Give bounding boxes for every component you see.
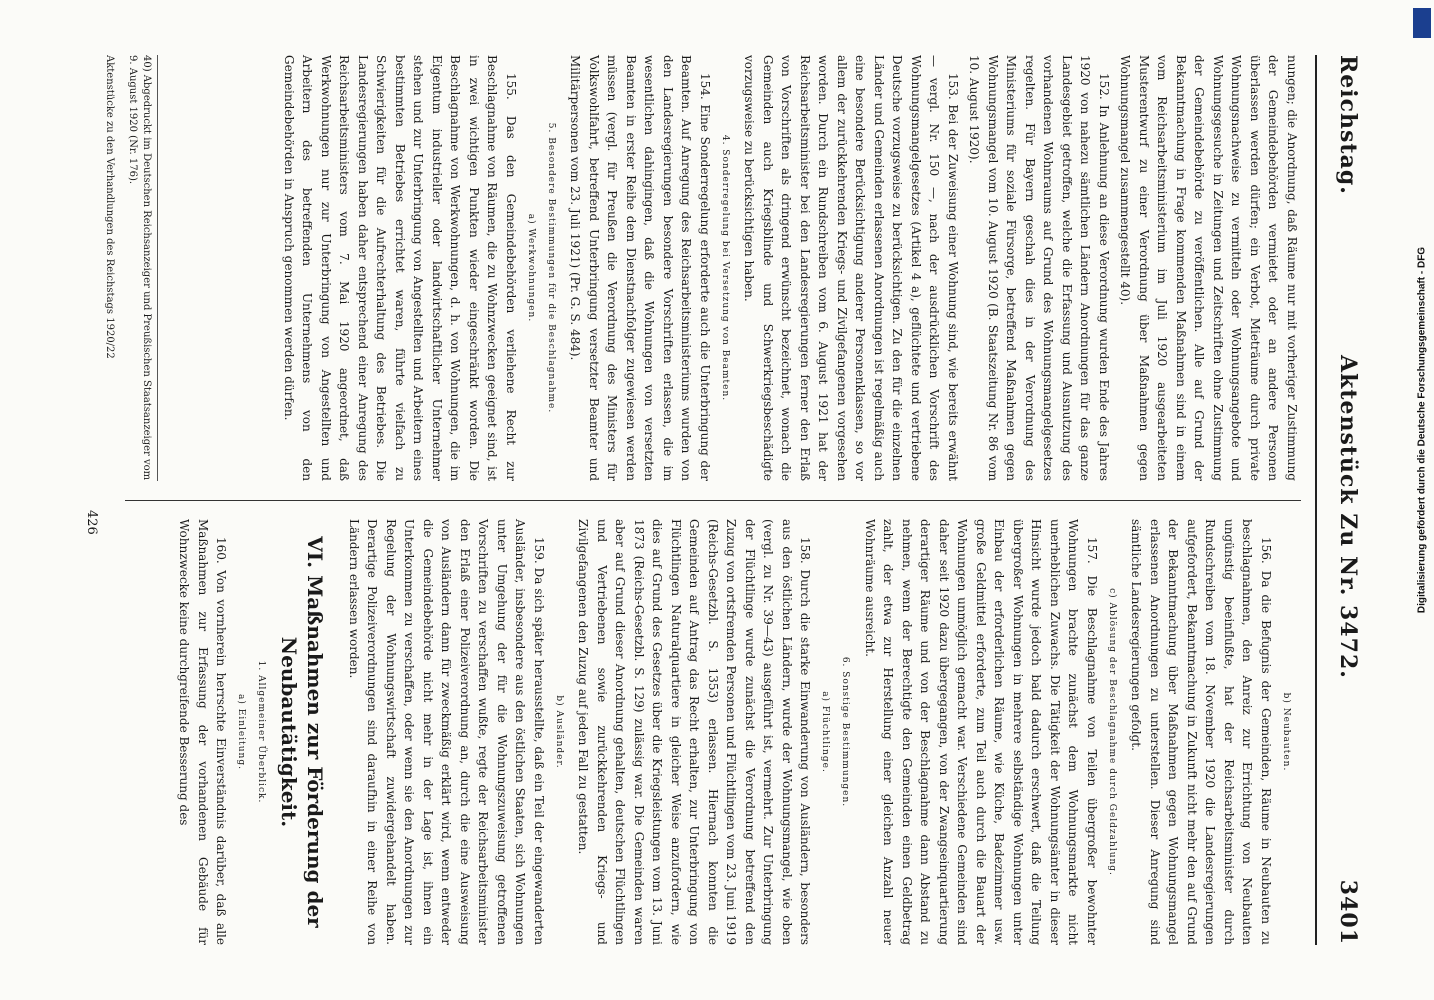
paragraph-154: 154. Eine Sonderregelung erforderte auch die Unterbringung der Beamten. Auf Anregung des Reichsarbeitsministeriums wurden von den Landesregierungen besondere Vorschriften erlassen, die im wesentlichen dahingingen, daß die Wohnungen von versetzten Beamten in erster Reihe dem Dienstnachfolger zugewiesen werden müssen (vergl. für Preußen die Verordnung des Ministers für Volkswohlfahrt, betreffend Unterbringung versetzter Beamter und Militärpersonen vom 23. Juli 1921) (Pr. G. S. 484). [568, 55, 712, 481]
subheading-werkwohnungen: a) Werkwohnungen. [526, 213, 536, 323]
header-title: Aktenstück Zu Nr. 3472. [1335, 355, 1361, 679]
dfg-logo-icon [1413, 8, 1431, 38]
heading-sonderregelung: 4. Sonderregelung bei Versetzung von Beamten. [720, 134, 730, 402]
text-columns [125, 55, 1301, 945]
subheading-neubauten: b) Neubauten. [1281, 692, 1291, 772]
rotated-document-sheet [47, 25, 1387, 975]
subheading-auslander: b) Ausländer. [554, 695, 564, 769]
column-divider [125, 500, 1301, 501]
right-column [125, 519, 1301, 945]
subheading-fluchtlinge: a) Flüchtlinge. [820, 691, 831, 773]
paragraph-continuation: nungen; die Anordnung, daß Räume nur mit vorheriger Zustimmung der Gemeindebehörden vermietet oder an andere Personen überlassen werden dürfen; ein Verbot, Mieträume durch private Wohnungsnachweise zu vermitteln oder Wohnungsangebote und Wohnungsgesuche in Zeitungen und Zeitschriften ohne Zustimmung der Gemeindebehörde zu veröffentlichen. Alle auf Grund der Bekanntmachung in Frage kommenden Maßnahmen sind in einem vom Reichsarbeitsministerium im Juli 1920 ausgearbeiteten Musterentwurf zu einer Verordnung über Maßnahmen gegen Wohnungsmangel zusammengestellt 40). [1118, 55, 1299, 481]
footnote [125, 55, 158, 481]
header-left: Reichstag. [1335, 55, 1361, 195]
signature-number: 426 [84, 510, 99, 535]
heading-beschlagnahme: 5. Besondere Bestimmungen für die Beschlagnahme. [546, 122, 556, 414]
series-title: Aktenstücke zu den Verhandlungen des Reichstags 1920/22 [104, 55, 115, 359]
subheading-uberblick: 1. Allgemeiner Überblick. [256, 660, 267, 804]
paragraph-157: 157. Die Beschlagnahme von Teilen übergroßer bewohnter Wohnungen brachte zunächst dem Wohnungsmarkte nicht unerheblichen Zuwachs. Die Tätigkeit der Wohnungsämter in dieser Hinsicht wurde jedoch bald dadurch erschwert, daß die Teilung übergroßer Wohnungen in mehrere selbständige Wohnungen unter Einbau der erforderlichen Räume, wie Küche, Badezimmer usw. große Geldmittel erforderte, zum Teil auch durch die Bauart der Wohnungen unmöglich gemacht war. Verschiedene Gemeinden sind daher seit 1920 dazu übergegangen, von der Zwangseinquartierung derartiger Räume und von der Beschlagnahme dann Abstand zu nehmen, wenn der Berechtigte den Gemeinden einen Geldbetrag zahlt, der etwa zur Herstellung einer gleichen Anzahl neuer Wohnräume ausreicht. [863, 519, 1099, 945]
paragraph-153: 153. Bei der Zuweisung einer Wohnung sind, wie bereits erwähnt — vergl. Nr. 150 —, nach der ausdrücklichen Vorschrift des Wohnungsmangelgesetzes (Artikel 4 a), geflüchtete und vertriebene Deutsche vorzugsweise zu berücksichtigen. Zu den für die einzelnen Länder und Gemeinden erlassenen Anordnungen ist regelmäßig auch eine besondere Berücksichtigung anderer Personenklassen, so vor allem der zurückkehrenden Kriegs- und Zivilgefangenen vorgesehen worden. Durch ein Rundschreiben vom 6. August 1921 hat der Reichsarbeitsminister bei den Landesregierungen ferner den Erlaß von Vorschriften als dringend erwünscht bezeichnet, wonach die Gemeinden auch Kriegsblinde und Schwerkriegsbeschädigte vorzugsweise zu berücksichtigen haben. [742, 55, 960, 481]
paragraph-159: 159. Da sich später herausstellte, daß ein Teil der eingewanderten Ausländer, insbesondere aus den östlichen Staaten, sich Wohnungen unter Umgehung der für die Wohnungszuweisung getroffenen Vorschriften zu verschaffen wußte, regte der Reichsarbeitsminister den Erlaß einer Polizeiverordnung an, durch die eine Ausweisung von Ausländern dann für zweckmäßig erklärt wird, wenn entweder die Gemeindebehörde nicht mehr in der Lage ist, ihnen ein Unterkommen zu verschaffen, oder wenn sie den Anordnungen zur Regelung der Wohnungswirtschaft zuwidergehandelt haben. Derartige Polizeiverordnungen sind daraufhin in einer Reihe von Ländern erlassen worden. [347, 519, 546, 945]
digitization-credit: Digitalisierung gefördert durch die Deutsche Forschungsgemeinschaft - DFG [1416, 246, 1428, 614]
page-header [1315, 55, 1363, 945]
left-column [125, 55, 1301, 481]
section-heading-vi: VI. Maßnahmen zur Förderung der Neubautätigkeit. [277, 536, 328, 928]
subheading-ablosung: c) Ablösung der Beschlagnahme durch Geldzahlung. [1107, 588, 1117, 876]
paragraph-155: 155. Das den Gemeindebehörden verliehene Recht zur Beschlagnahme von Räumen, die zu Wohnzwecken geeignet sind, ist in zwei wichtigen Punkten wieder eingeschränkt worden. Die Beschlagnahme von Werkwohnungen, d. h. von Wohnungen, die im Eigentum industrieller oder landwirtschaftlicher Unternehmer stehen und zur Unterbringung von Angestellten und Arbeitern eines bestimmten Betriebes errichtet waren, führte vielfach zu Schwierigkeiten für die Aufrechterhaltung des Betriebes. Die Landesregierungen haben daher entsprechend einer Anregung des Reichsarbeitsministers vom 7. Mai 1920 angeordnet, daß Werkwohnungen nur zur Unterbringung von Angestellten und Arbeitern des betreffenden Unternehmens von den Gemeindebehörden in Anspruch genommen werden dürfen. [282, 55, 518, 481]
paragraph-152: 152. In Anlehnung an diese Verordnung wurden Ende des Jahres 1920 von nahezu sämtlichen Ländern Anordnungen für das ganze Landesgebiet getroffen, welche die Erfassung und Ausnutzung des vorhandenen Wohnraums auf Grund des Wohnungsmangelgesetzes regelten. Für Bayern geschah dies in der Verordnung des Ministeriums für soziale Fürsorge, betreffend Maßnahmen gegen Wohnungsmangel vom 10. August 1920 (B. Staatszeitung Nr. 86 vom 10. August 1920). [967, 55, 1111, 481]
paragraph-156: 156. Da die Befugnis der Gemeinden, Räume in Neubauten zu beschlagnahmen, den Anreiz zur Errichtung von Neubauten ungünstig beeinflußte, hat der Reichsarbeitsminister durch Rundschreiben vom 18. November 1920 die Landesregierungen aufgefordert, Bekanntmachung in Zukunft nicht mehr den auf Grund der Bekanntmachung über Maßnahmen gegen Wohnungsmangel erlassenen Anordnungen zu unterstellen. Dieser Anregung sind sämtliche Landesregierungen gefolgt. [1129, 519, 1273, 945]
page-number: 3401 [1335, 879, 1361, 945]
heading-sonstige: 6. Sonstige Bestimmungen. [840, 656, 851, 808]
footnote-40: 40) Abgedruckt im Deutschen Reichsanzeiger und Preußischen Staatsanzeiger vom 9. August 1920 (Nr. 176). [127, 55, 152, 481]
dfg-sidebar [1411, 0, 1434, 1000]
subheading-einleitung: a) Einleitung. [236, 694, 247, 770]
paragraph-160: 160. Von vornherein herrschte Einverständnis darüber, daß alle Maßnahmen zur Erfassung der vorhandenen Gebäude für Wohnzwecke keine durchgreifende Besserung des [177, 519, 229, 945]
page-footer [63, 55, 115, 945]
paragraph-158: 158. Durch die starke Einwanderung von Ausländern, besonders aus den östlichen Ländern, wurde der Wohnungsmangel, wie oben (vergl. zu Nr. 39—43) ausgeführt ist, vermehrt. Zur Unterbringung der Flüchtlinge wurde zunächst die Verordnung betreffend den Zuzug von ortsfremden Personen und Flüchtlingen vom 23. Juni 1919 (Reichs-Gesetzbl. S. 1353) erlassen. Hiernach konnten die Gemeinden auf Antrag das Recht erhalten, zur Unterbringung von Flüchtlingen Naturalquartiere in gleicher Weise anzufordern, wie dies auf Grund des Gesetzes über die Kriegsleistungen vom 13. Juni 1873 (Reichs-Gesetzbl. S. 129) zulässig war. Die Gemeinden waren aber auf Grund dieser Anordnung gehalten, deutschen Flüchtlingen und Vertriebenen sowie zurückkehrenden Kriegs- und Zivilgefangenen den Zuzug auf jeden Fall zu gestatten. [576, 519, 813, 945]
